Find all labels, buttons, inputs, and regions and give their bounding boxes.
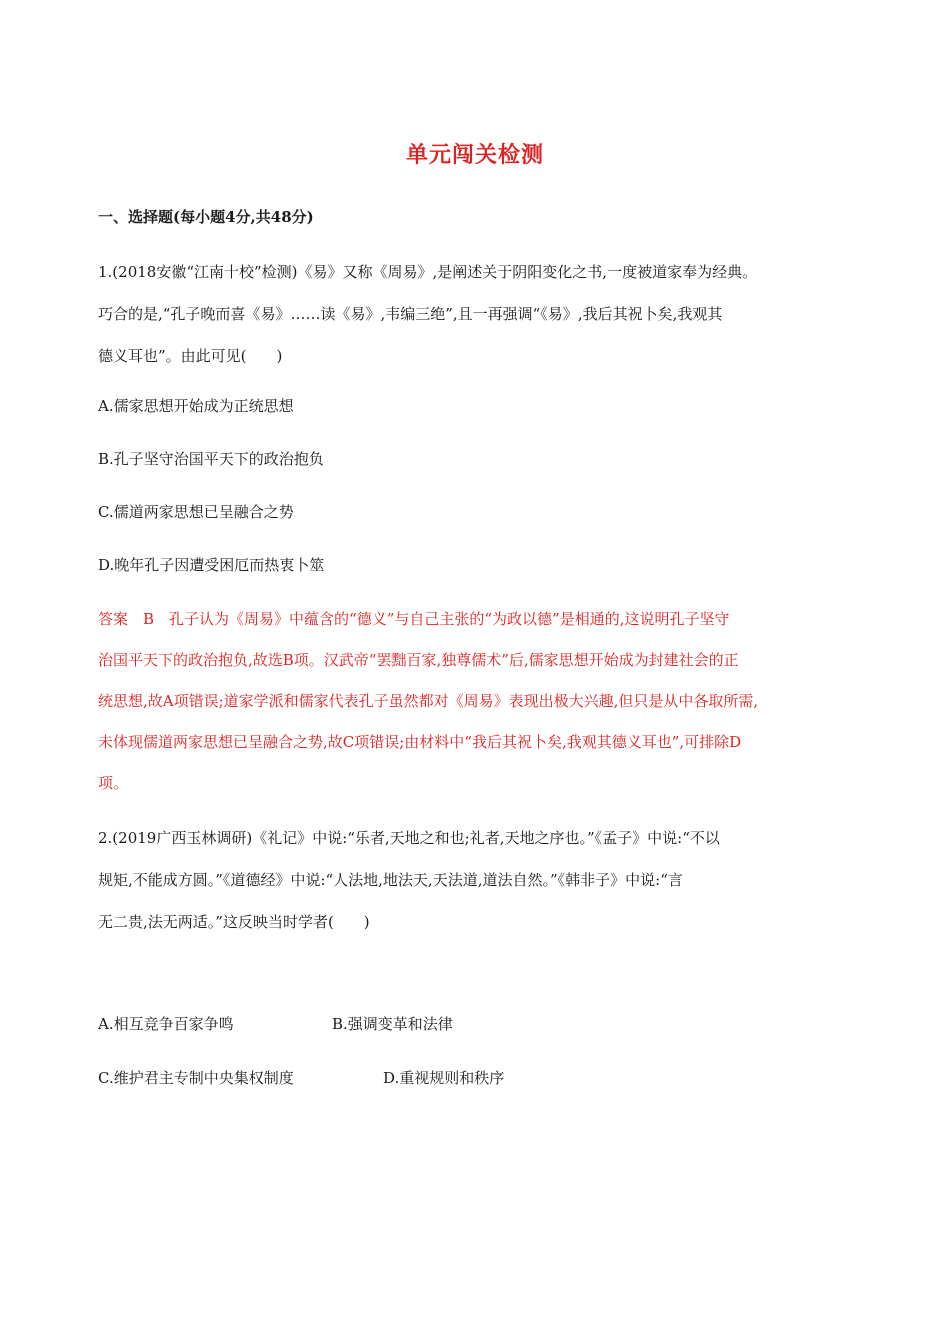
question-1-option-d: D.晚年孔子因遭受困厄而热衷卜筮	[98, 556, 325, 574]
page-title: 单元闯关检测	[405, 142, 544, 168]
question-1-option-b: B.孔子坚守治国平天下的政治抱负	[98, 450, 324, 468]
question-1-answer	[98, 604, 858, 798]
answer-line: 答案 B 孔子认为《周易》中蕴含的“德义”与自己主张的“为政以德”是相通的,这说明孔子坚守	[98, 610, 730, 628]
question-1-line: 1.(2018安徽“江南十校”检测)《易》又称《周易》,是阐述关于阴阳变化之书,一度被道家奉为经典。	[98, 263, 758, 281]
question-2-option-c: C.维护君主专制中央集权制度	[98, 1069, 294, 1087]
question-2-line: 无二贵,法无两适。”这反映当时学者( )	[98, 913, 370, 931]
section-heading: 一、选择题(每小题4分,共48分)	[98, 208, 314, 226]
answer-line: 未体现儒道两家思想已呈融合之势,故C项错误;由材料中“我后其祝卜矣,我观其德义耳也”,可排除D	[98, 733, 742, 751]
question-2-option-b: B.强调变革和法律	[332, 1015, 453, 1033]
question-2-stem	[98, 823, 858, 937]
answer-line: 统思想,故A项错误;道家学派和儒家代表孔子虽然都对《周易》表现出极大兴趣,但只是从中各取所需,	[98, 692, 759, 710]
answer-line: 项。	[98, 774, 129, 792]
answer-line: 治国平天下的政治抱负,故选B项。汉武帝“罢黜百家,独尊儒术”后,儒家思想开始成为封建社会的正	[98, 651, 739, 669]
question-1-line: 德义耳也”。由此可见( )	[98, 347, 283, 365]
question-2-line: 2.(2019广西玉林调研)《礼记》中说:“乐者,天地之和也;礼者,天地之序也。”《孟子》中说:“不以	[98, 829, 720, 847]
question-1-option-a: A.儒家思想开始成为正统思想	[98, 397, 294, 415]
question-2-option-d: D.重视规则和秩序	[383, 1069, 505, 1087]
question-1-option-c: C.儒道两家思想已呈融合之势	[98, 503, 294, 521]
question-2-option-a: A.相互竞争百家争鸣	[98, 1015, 234, 1033]
question-2-line: 规矩,不能成方圆。”《道德经》中说:“人法地,地法天,天法道,道法自然。”《韩非子》中说:“言	[98, 871, 683, 889]
question-1-line: 巧合的是,“孔子晚而喜《易》……读《易》,韦编三绝”,且一再强调“《易》,我后其祝卜矣,我观其	[98, 305, 723, 323]
question-1-stem	[98, 257, 858, 371]
